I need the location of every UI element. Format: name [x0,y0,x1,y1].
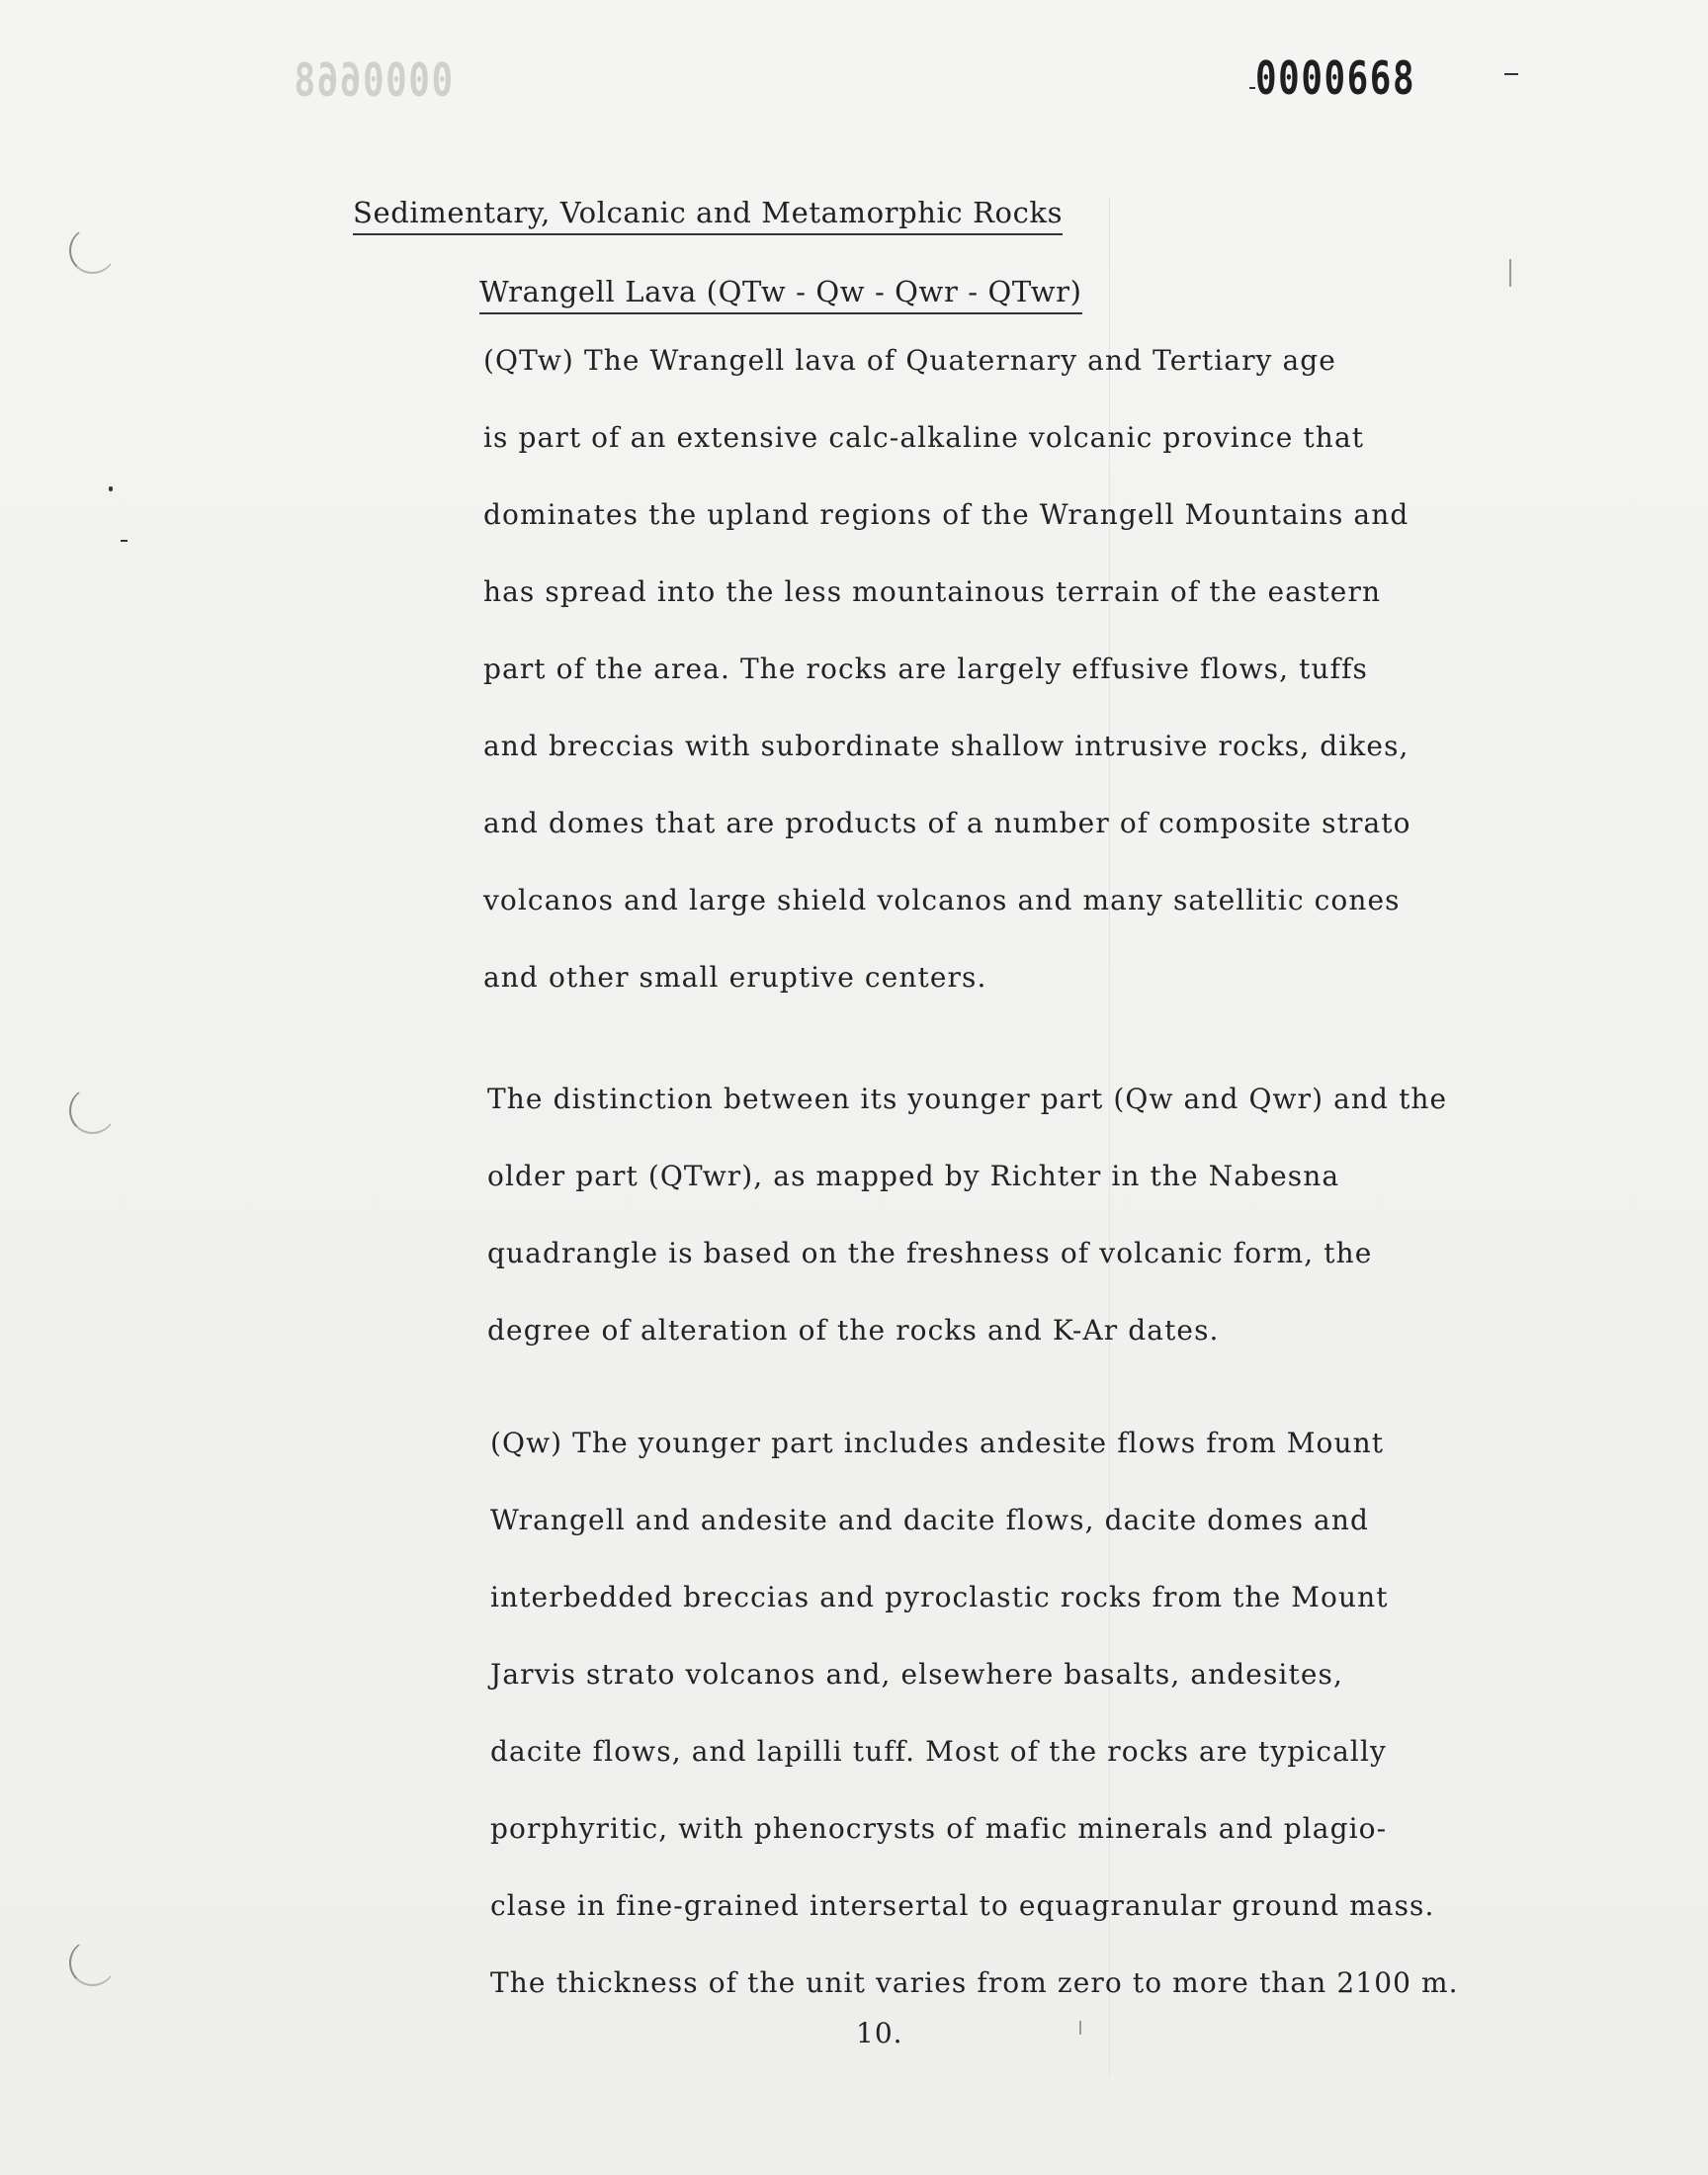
page-number: 10. [856,2017,903,2049]
text-line: The distinction between its younger part (Qw and Qwr) and the [487,1083,1448,1115]
text-line: part of the area. The rocks are largely effusive flows, tuffs [483,652,1368,685]
text-line: is part of an extensive calc-alkaline volcanic province that [483,421,1365,454]
text-line: older part (QTwr), as mapped by Richter in the Nabesna [487,1160,1340,1192]
text-line: Wrangell and andesite and dacite flows, dacite domes and [490,1504,1369,1536]
text-line: and other small eruptive centers. [483,961,987,994]
text-line: volcanos and large shield volcanos and many satellitic cones [483,884,1401,916]
text-line: The thickness of the unit varies from zero to more than 2100 m. [490,1966,1459,1999]
text-line: interbedded breccias and pyroclastic rocks from the Mount [490,1581,1389,1613]
paragraph-qw [490,1427,1459,2044]
dash-mark [1504,73,1518,75]
text-line: and domes that are products of a number of composite strato [483,807,1411,839]
punch-hole-top [69,227,116,274]
dash-mark [1249,87,1255,89]
bleed-through-document-number: 0000668 [292,53,454,107]
text-line: dominates the upland regions of the Wrangell Mountains and [483,498,1409,531]
punch-hole-bottom [69,1940,116,1986]
margin-tick [1509,259,1511,287]
subsection-title: Wrangell Lava (QTw - Qw - Qwr - QTwr) [479,275,1082,314]
speck [109,486,113,491]
text-line: dacite flows, and lapilli tuff. Most of the rocks are typically [490,1735,1387,1768]
text-line: degree of alteration of the rocks and K-Ar dates. [487,1314,1220,1347]
text-line: has spread into the less mountainous terrain of the eastern [483,575,1382,608]
text-line: clase in fine-grained intersertal to equagranular ground mass. [490,1889,1435,1922]
text-line: quadrangle is based on the freshness of volcanic form, the [487,1237,1373,1269]
text-line: porphyritic, with phenocrysts of mafic minerals and plagio- [490,1812,1388,1845]
paragraph-distinction [487,1083,1447,1391]
text-line: (Qw) The younger part includes andesite flows from Mount [490,1427,1385,1459]
speck [121,540,128,542]
text-line: Jarvis strato volcanos and, elsewhere basalts, andesites, [490,1658,1343,1691]
paragraph-qtw [483,344,1411,1038]
text-line: and breccias with subordinate shallow intrusive rocks, dikes, [483,730,1409,762]
section-title: Sedimentary, Volcanic and Metamorphic Rocks [353,196,1063,235]
document-number: 0000668 [1255,51,1416,105]
punch-hole-middle [69,1088,116,1134]
text-line: (QTw) The Wrangell lava of Quaternary and Tertiary age [483,344,1336,377]
